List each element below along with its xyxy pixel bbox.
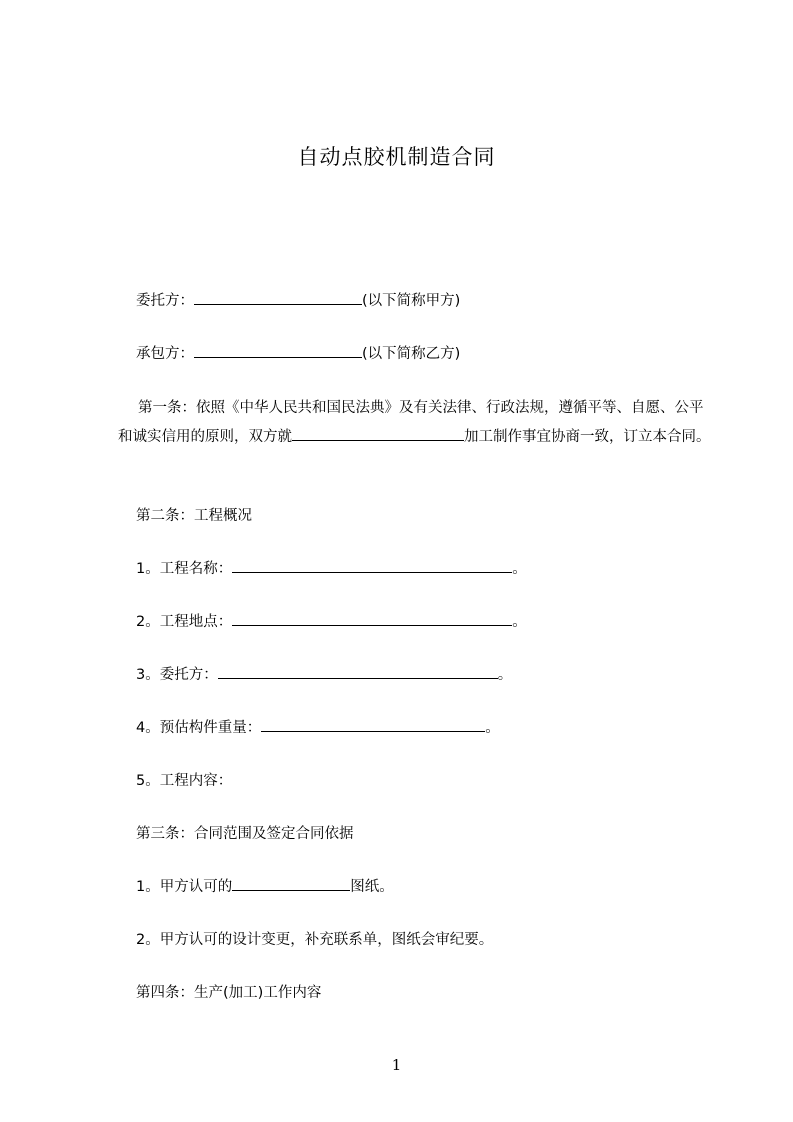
item-blank — [232, 611, 512, 626]
item-label: 2。工程地点： — [136, 614, 233, 630]
article1-text-b: 加工制作事宜协商一致，订立本合同。 — [464, 429, 711, 445]
item-end: 。 — [512, 614, 527, 630]
article3-item-2: 2。甲方认可的设计变更，补充联系单，图纸会审纪要。 — [136, 932, 494, 948]
item-end: 。 — [512, 561, 527, 577]
item-end: 。 — [497, 667, 513, 683]
article3-heading: 第三条：合同范围及签定合同依据 — [136, 826, 354, 842]
client-label: 委托方： — [136, 293, 194, 309]
article2-item-5 — [136, 769, 232, 793]
item-label: 1。甲方认可的 — [136, 879, 233, 895]
item-label: 1。工程名称： — [136, 561, 233, 577]
article2-item-2 — [136, 610, 527, 634]
document-title: 自动点胶机制造合同 — [297, 145, 496, 169]
article2-heading: 第二条：工程概况 — [136, 508, 252, 524]
item-label: 5。工程内容： — [136, 773, 233, 789]
item-blank — [232, 876, 350, 891]
client-line — [136, 289, 460, 313]
article2-item-3 — [136, 663, 512, 687]
client-suffix: (以下简称甲方) — [362, 293, 461, 309]
item-label: 4。预估构件重量： — [136, 720, 262, 736]
item-blank — [218, 664, 498, 679]
article2-item-4 — [136, 716, 500, 740]
item-blank — [261, 717, 485, 732]
contractor-line — [136, 342, 460, 366]
item-end: 。 — [485, 720, 500, 736]
item-blank — [232, 558, 512, 573]
item-end: 图纸。 — [350, 879, 394, 895]
article4-heading: 第四条：生产(加工)工作内容 — [136, 985, 322, 1001]
article3-item-1 — [136, 875, 394, 899]
article1-blank — [292, 426, 464, 441]
article1-text-a: 第一条：依照《中华人民共和国民法典》及有关法律、行政法规，遵循平等、自愿、公平和诚实信用的原则，双方就 — [118, 400, 704, 445]
article1-paragraph — [118, 394, 713, 452]
item-label: 3。委托方： — [136, 667, 218, 683]
page-number: 1 — [391, 1056, 402, 1074]
contractor-suffix: (以下简称乙方) — [362, 346, 461, 362]
contractor-label: 承包方： — [136, 346, 194, 362]
client-blank — [194, 290, 362, 305]
article2-item-1 — [136, 557, 527, 581]
contractor-blank — [194, 343, 362, 358]
